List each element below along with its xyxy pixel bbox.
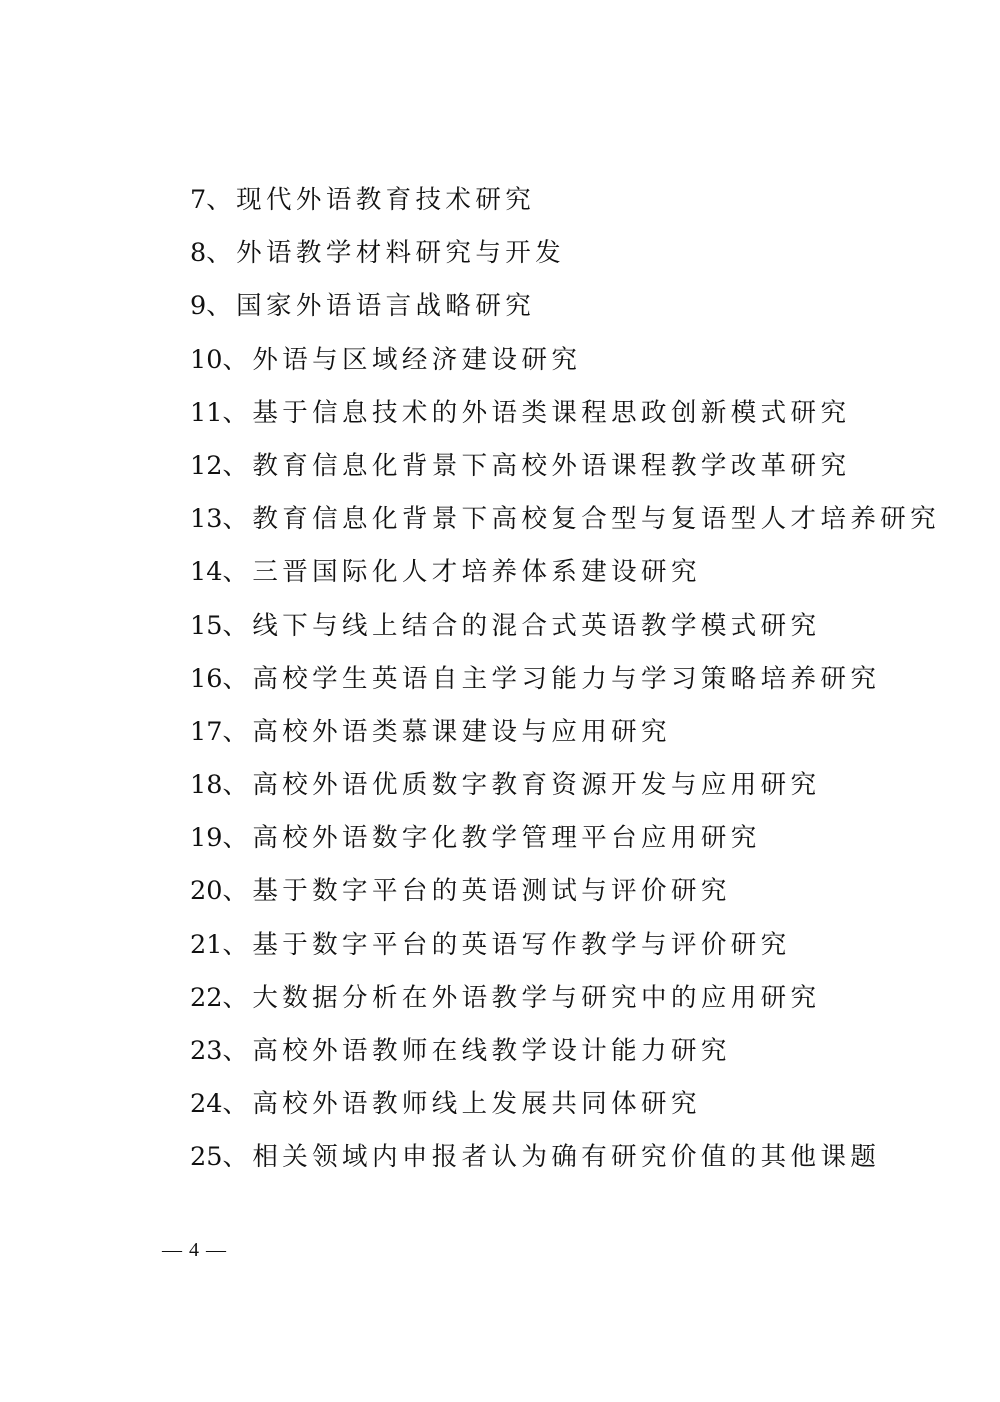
topic-title: 、教育信息化背景下高校复合型与复语型人才培养研究 xyxy=(222,504,941,535)
research-topic-list xyxy=(190,178,941,1189)
topic-number: 10 xyxy=(190,344,223,375)
list-item xyxy=(190,178,930,231)
topic-title: 、相关领域内申报者认为确有研究价值的其他课题 xyxy=(222,1142,881,1173)
list-item xyxy=(190,231,930,284)
list-item xyxy=(190,923,930,976)
topic-title: 、大数据分析在外语教学与研究中的应用研究 xyxy=(222,982,821,1013)
topic-title: 、现代外语教育技术研究 xyxy=(206,185,536,215)
topic-title: 、外语与区域经济建设研究 xyxy=(222,344,582,375)
topic-number: 16 xyxy=(190,663,223,694)
topic-title: 、高校外语优质数字教育资源开发与应用研究 xyxy=(222,770,821,801)
list-item xyxy=(190,763,930,816)
list-item xyxy=(190,1029,930,1082)
list-item xyxy=(190,869,930,922)
topic-title: 、基于信息技术的外语类课程思政创新模式研究 xyxy=(222,397,851,428)
topic-title: 、高校外语类慕课建设与应用研究 xyxy=(222,716,671,747)
topic-title: 、高校外语数字化教学管理平台应用研究 xyxy=(222,823,761,854)
list-item xyxy=(190,1135,930,1188)
list-item xyxy=(190,604,930,657)
list-item xyxy=(190,497,941,550)
topic-title: 、高校外语教师线上发展共同体研究 xyxy=(222,1089,701,1120)
topic-title: 、外语教学材料研究与开发 xyxy=(206,238,566,269)
topic-number: 14 xyxy=(190,557,223,588)
topic-title: 、基于数字平台的英语写作教学与评价研究 xyxy=(222,929,791,960)
topic-number: 15 xyxy=(190,610,223,641)
topic-number: 8 xyxy=(190,238,207,269)
topic-title: 、线下与线上结合的混合式英语教学模式研究 xyxy=(222,610,821,641)
topic-title: 、教育信息化背景下高校外语课程教学改革研究 xyxy=(222,450,851,481)
topic-number: 19 xyxy=(190,823,223,854)
topic-title: 、三晋国际化人才培养体系建设研究 xyxy=(222,557,701,588)
topic-number: 21 xyxy=(190,929,223,960)
page-number: — 4 — xyxy=(162,1239,227,1261)
topic-title: 、高校外语教师在线教学设计能力研究 xyxy=(222,1036,731,1066)
topic-number: 24 xyxy=(190,1089,223,1120)
list-item xyxy=(190,657,930,710)
topic-number: 9 xyxy=(190,291,207,322)
list-item xyxy=(190,710,930,763)
list-item xyxy=(190,1082,930,1135)
list-item xyxy=(190,976,930,1029)
list-item xyxy=(190,816,930,869)
topic-number: 12 xyxy=(190,450,223,481)
topic-number: 18 xyxy=(190,770,223,801)
list-item xyxy=(190,550,930,603)
topic-number: 13 xyxy=(190,504,223,535)
topic-number: 17 xyxy=(190,716,223,747)
topic-number: 22 xyxy=(190,982,223,1013)
list-item xyxy=(190,284,930,337)
topic-title: 、基于数字平台的英语测试与评价研究 xyxy=(222,876,731,907)
topic-number: 25 xyxy=(190,1142,223,1173)
list-item xyxy=(190,338,930,391)
list-item xyxy=(190,391,930,444)
topic-number: 23 xyxy=(190,1036,223,1066)
topic-title: 、高校学生英语自主学习能力与学习策略培养研究 xyxy=(222,663,881,694)
topic-number: 20 xyxy=(190,876,223,907)
topic-number: 7 xyxy=(190,185,207,215)
topic-title: 、国家外语语言战略研究 xyxy=(206,291,536,322)
list-item xyxy=(190,444,930,497)
topic-number: 11 xyxy=(190,397,223,428)
